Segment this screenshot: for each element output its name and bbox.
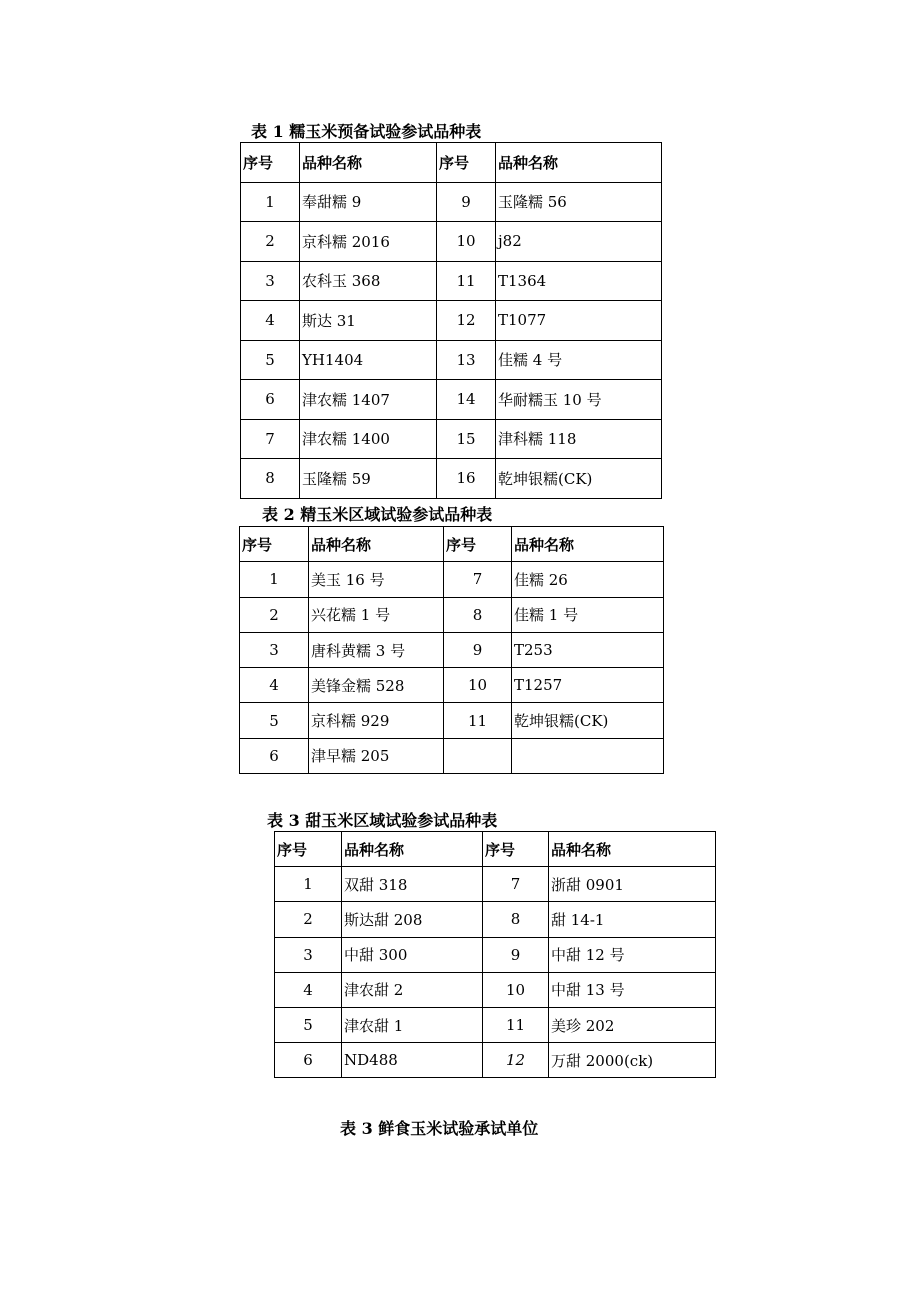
serial-number-cell: 13 bbox=[437, 340, 496, 380]
table-row bbox=[241, 380, 662, 420]
variety-name-cell: 甜 14-1 bbox=[549, 902, 716, 937]
serial-number-cell: 7 bbox=[444, 562, 512, 597]
variety-name-cell: 京科糯 929 bbox=[309, 703, 444, 738]
table-header-row bbox=[275, 832, 716, 867]
variety-name-cell: 美珍 202 bbox=[549, 1007, 716, 1042]
table-row bbox=[275, 1043, 716, 1078]
variety-name-cell: 美玉 16 号 bbox=[309, 562, 444, 597]
table-row bbox=[240, 738, 664, 773]
serial-number-cell: 11 bbox=[483, 1007, 549, 1042]
column-header: 品种名称 bbox=[309, 527, 444, 562]
table-row bbox=[275, 972, 716, 1007]
table-row bbox=[275, 867, 716, 902]
table3-caption: 表 3 甜玉米区域试验参试品种表 bbox=[267, 811, 498, 830]
serial-number-cell: 6 bbox=[241, 380, 300, 420]
variety-name-cell: 中甜 13 号 bbox=[549, 972, 716, 1007]
serial-number-cell: 11 bbox=[444, 703, 512, 738]
table-row bbox=[241, 301, 662, 341]
serial-number-cell: 1 bbox=[241, 182, 300, 222]
serial-number-cell: 4 bbox=[240, 668, 309, 703]
column-header: 序号 bbox=[483, 832, 549, 867]
variety-name-cell: 佳糯 4 号 bbox=[496, 340, 662, 380]
column-header: 品种名称 bbox=[549, 832, 716, 867]
table1-caption: 表 1 糯玉米预备试验参试品种表 bbox=[251, 122, 482, 141]
variety-name-cell: T1364 bbox=[496, 261, 662, 301]
variety-name-cell: 乾坤银糯(CK) bbox=[496, 459, 662, 499]
variety-name-cell bbox=[512, 738, 664, 773]
table-row bbox=[240, 597, 664, 632]
serial-number-cell: 2 bbox=[240, 597, 309, 632]
table-row bbox=[240, 632, 664, 667]
variety-name-cell: 佳糯 1 号 bbox=[512, 597, 664, 632]
variety-name-cell: 华耐糯玉 10 号 bbox=[496, 380, 662, 420]
variety-name-cell: 万甜 2000(ck) bbox=[549, 1043, 716, 1078]
variety-name-cell: 津农糯 1400 bbox=[300, 419, 437, 459]
table-row bbox=[241, 419, 662, 459]
column-header: 序号 bbox=[241, 143, 300, 183]
table-row bbox=[240, 703, 664, 738]
variety-name-cell: 兴花糯 1 号 bbox=[309, 597, 444, 632]
variety-name-cell: 乾坤银糯(CK) bbox=[512, 703, 664, 738]
serial-number-cell: 6 bbox=[275, 1043, 342, 1078]
table-row bbox=[275, 902, 716, 937]
variety-name-cell: 佳糯 26 bbox=[512, 562, 664, 597]
serial-number-cell: 4 bbox=[275, 972, 342, 1007]
serial-number-cell: 9 bbox=[444, 632, 512, 667]
variety-name-cell: 奉甜糯 9 bbox=[300, 182, 437, 222]
table-row bbox=[241, 459, 662, 499]
column-header: 序号 bbox=[240, 527, 309, 562]
table-row bbox=[275, 1007, 716, 1042]
serial-number-cell: 8 bbox=[444, 597, 512, 632]
table-row bbox=[240, 562, 664, 597]
serial-number-cell: 4 bbox=[241, 301, 300, 341]
variety-name-cell: 津农甜 1 bbox=[342, 1007, 483, 1042]
serial-number-cell: 3 bbox=[240, 632, 309, 667]
serial-number-cell: 7 bbox=[241, 419, 300, 459]
serial-number-cell: 7 bbox=[483, 867, 549, 902]
table-row bbox=[240, 668, 664, 703]
table-header-row bbox=[241, 143, 662, 183]
column-header: 品种名称 bbox=[512, 527, 664, 562]
variety-name-cell: 津农糯 1407 bbox=[300, 380, 437, 420]
table-row bbox=[241, 340, 662, 380]
variety-name-cell: ND488 bbox=[342, 1043, 483, 1078]
variety-name-cell: 斯达甜 208 bbox=[342, 902, 483, 937]
serial-number-cell: 1 bbox=[275, 867, 342, 902]
serial-number-cell: 2 bbox=[275, 902, 342, 937]
serial-number-cell bbox=[444, 738, 512, 773]
serial-number-cell: 10 bbox=[437, 222, 496, 262]
table-row bbox=[241, 261, 662, 301]
table2 bbox=[239, 526, 664, 774]
table-row bbox=[241, 182, 662, 222]
table2-caption: 表 2 精玉米区域试验参试品种表 bbox=[262, 505, 493, 524]
variety-name-cell: 津农甜 2 bbox=[342, 972, 483, 1007]
column-header: 品种名称 bbox=[496, 143, 662, 183]
serial-number-cell: 2 bbox=[241, 222, 300, 262]
serial-number-cell: 3 bbox=[275, 937, 342, 972]
serial-number-cell: 10 bbox=[444, 668, 512, 703]
variety-name-cell: 浙甜 0901 bbox=[549, 867, 716, 902]
serial-number-cell: 5 bbox=[241, 340, 300, 380]
variety-name-cell: 津科糯 118 bbox=[496, 419, 662, 459]
variety-name-cell: 京科糯 2016 bbox=[300, 222, 437, 262]
serial-number-cell: 5 bbox=[275, 1007, 342, 1042]
variety-name-cell: 津早糯 205 bbox=[309, 738, 444, 773]
serial-number-cell: 12 bbox=[437, 301, 496, 341]
serial-number-cell: 1 bbox=[240, 562, 309, 597]
variety-name-cell: 玉隆糯 59 bbox=[300, 459, 437, 499]
serial-number-cell: 9 bbox=[437, 182, 496, 222]
variety-name-cell: 斯达 31 bbox=[300, 301, 437, 341]
table1 bbox=[240, 142, 662, 499]
variety-name-cell: 中甜 300 bbox=[342, 937, 483, 972]
variety-name-cell: j82 bbox=[496, 222, 662, 262]
column-header: 序号 bbox=[444, 527, 512, 562]
table-header-row bbox=[240, 527, 664, 562]
table-row bbox=[241, 222, 662, 262]
serial-number-cell: 14 bbox=[437, 380, 496, 420]
serial-number-cell: 16 bbox=[437, 459, 496, 499]
serial-number-cell: 15 bbox=[437, 419, 496, 459]
variety-name-cell: 中甜 12 号 bbox=[549, 937, 716, 972]
serial-number-cell: 6 bbox=[240, 738, 309, 773]
table3 bbox=[274, 831, 716, 1078]
column-header: 品种名称 bbox=[300, 143, 437, 183]
table-row bbox=[275, 937, 716, 972]
variety-name-cell: 农科玉 368 bbox=[300, 261, 437, 301]
variety-name-cell: T1077 bbox=[496, 301, 662, 341]
serial-number-cell: 5 bbox=[240, 703, 309, 738]
variety-name-cell: YH1404 bbox=[300, 340, 437, 380]
variety-name-cell: 双甜 318 bbox=[342, 867, 483, 902]
variety-name-cell: 美锋金糯 528 bbox=[309, 668, 444, 703]
serial-number-cell: 11 bbox=[437, 261, 496, 301]
footer-caption: 表 3 鲜食玉米试验承试单位 bbox=[340, 1119, 539, 1138]
serial-number-cell: 12 bbox=[483, 1043, 549, 1078]
serial-number-cell: 3 bbox=[241, 261, 300, 301]
variety-name-cell: 唐科黄糯 3 号 bbox=[309, 632, 444, 667]
serial-number-cell: 8 bbox=[241, 459, 300, 499]
variety-name-cell: T253 bbox=[512, 632, 664, 667]
serial-number-cell: 10 bbox=[483, 972, 549, 1007]
column-header: 序号 bbox=[437, 143, 496, 183]
column-header: 品种名称 bbox=[342, 832, 483, 867]
variety-name-cell: T1257 bbox=[512, 668, 664, 703]
serial-number-cell: 8 bbox=[483, 902, 549, 937]
variety-name-cell: 玉隆糯 56 bbox=[496, 182, 662, 222]
column-header: 序号 bbox=[275, 832, 342, 867]
serial-number-cell: 9 bbox=[483, 937, 549, 972]
